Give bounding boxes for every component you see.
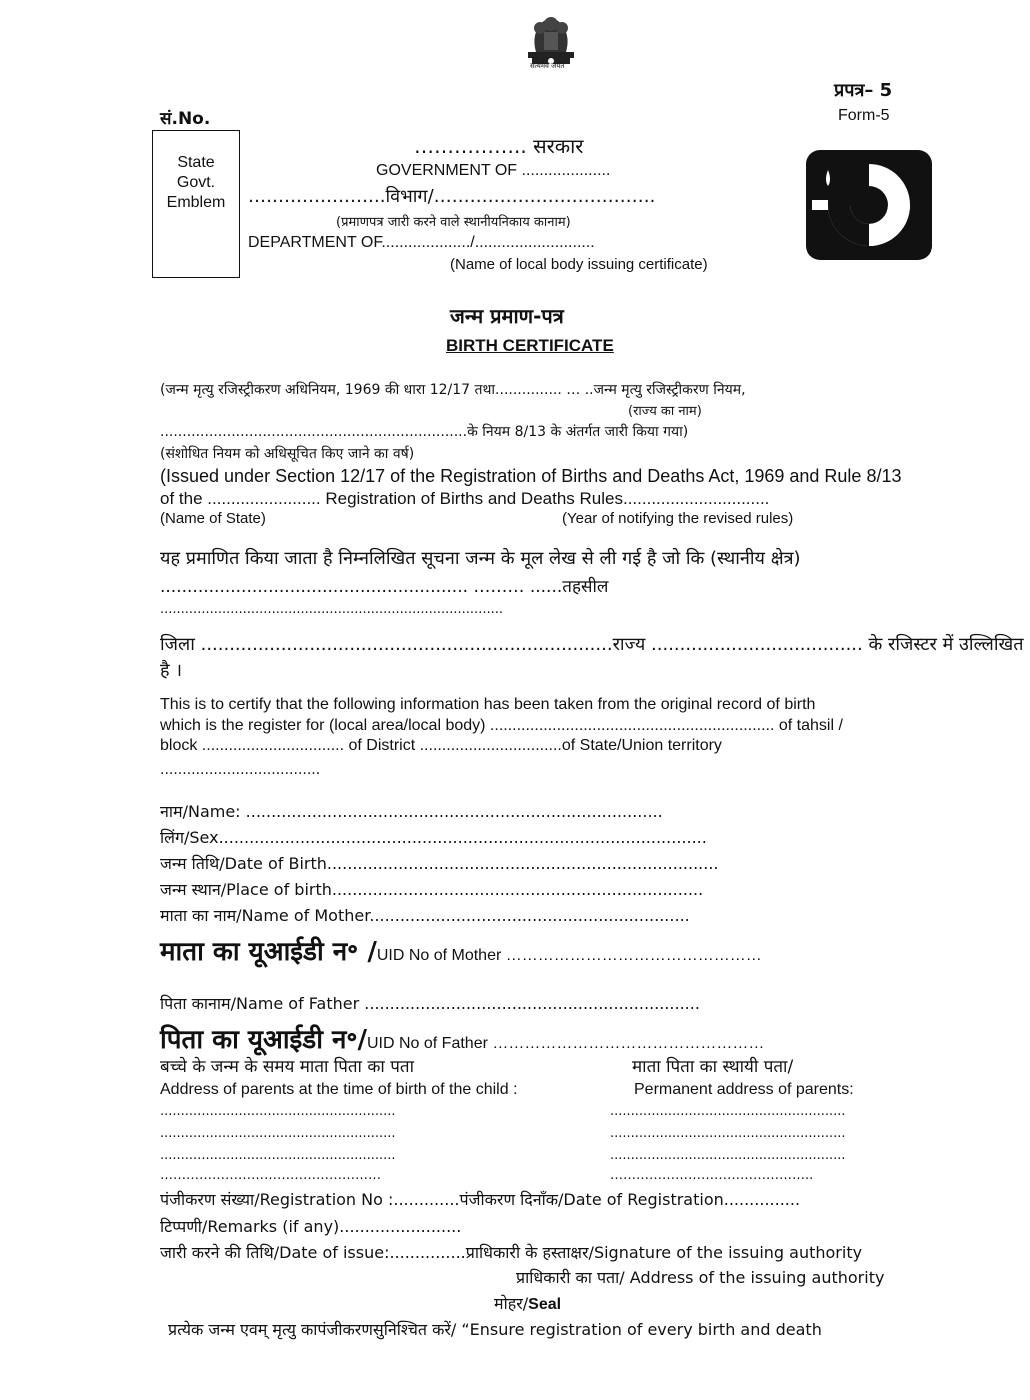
issued-english-line-2: of the ........................ Registration of Births and Deaths Rules............................... <box>160 489 770 508</box>
government-hindi-line: …………….. सरकार <box>414 134 584 158</box>
father-uid-hindi: पिता का यूआईडी न॰/ <box>160 1025 367 1055</box>
serial-number-label: सं.No. <box>160 109 211 129</box>
certificate-title-english: BIRTH CERTIFICATE <box>446 336 614 355</box>
address-birth-line: ......................................................... <box>160 1104 396 1119</box>
issued-english-year-caption: (Year of notifying the revised rules) <box>562 510 794 527</box>
certify-hindi-line-5: है । <box>160 660 183 681</box>
address-permanent-english: Permanent address of parents: <box>634 1081 854 1098</box>
certify-hindi-line-4: जिला ........................................................................राज्य ..................................... के रजिस्टर में उल्लिखित <box>160 634 1024 655</box>
field-father-uid <box>160 1020 764 1056</box>
seal-english: Seal <box>528 1296 562 1313</box>
emblem-caption: सत्यमेव जयते <box>530 62 565 70</box>
certify-english-line-3: block ................................ of District ................................of State/Union territory <box>160 737 722 754</box>
mother-uid-hindi: माता का यूआईडी न॰ / <box>160 937 377 967</box>
field-mother-name: माता का नाम/Name of Mother............................................................... <box>160 906 690 925</box>
address-permanent-line: ……………………………………….. <box>610 1168 814 1183</box>
field-mother-uid <box>160 932 762 968</box>
ensure-registration-line: प्रत्येक जन्म एवम् मृत्यु कापंजीकरणसुनिश्चित करें/ “Ensure registration of every birth and death <box>168 1320 822 1339</box>
registration-logo-icon <box>806 150 932 260</box>
certify-hindi-line-2: ......................................................... ……… ......तहसील <box>160 577 609 597</box>
remarks-line: टिप्पणी/Remarks (if any)........................ <box>160 1217 462 1236</box>
form-number-hindi: प्रपत्र– 5 <box>834 80 893 101</box>
issued-hindi-state-caption: (राज्य का नाम) <box>628 404 702 419</box>
field-date-of-birth: जन्म तिथि/Date of Birth............................................................................. <box>160 854 719 873</box>
seal-line <box>494 1292 561 1314</box>
address-permanent-hindi: माता पिता का स्थायी पता/ <box>632 1057 794 1077</box>
emblem-line: State <box>177 154 215 171</box>
certify-hindi-line-3: ................................................................................... <box>160 602 503 617</box>
address-birth-line: …………………………………………… <box>160 1168 381 1183</box>
certify-english-line-2: which is the register for (local area/local body) ................................................................ of tahsil / <box>160 717 843 734</box>
form-number-english: Form-5 <box>838 107 890 124</box>
issued-hindi-line-1: (जन्म मृत्यु रजिस्ट्रीकरण अधिनियम, 1969 की धारा 12/17 तथा............... … ..जन्म मृत्यु रजिस्ट्रीकरण नियम, <box>160 382 746 398</box>
field-place-of-birth: जन्म स्थान/Place of birth......................................................................... <box>160 880 704 899</box>
department-of-line: DEPARTMENT OF..................../........................... <box>248 234 595 251</box>
address-birth-english: Address of parents at the time of birth of the child : <box>160 1081 518 1098</box>
address-permanent-line: ......................................................... <box>610 1104 846 1119</box>
field-name: नाम/Name: .................................................................................. <box>160 802 663 821</box>
mother-uid-english: UID No of Mother ………………………………………… <box>376 947 762 964</box>
authority-address-line: प्राधिकारी का पता/ Address of the issuing authority <box>516 1268 885 1287</box>
department-hindi-line: …………………..विभाग/………………………………. <box>248 186 656 207</box>
field-sex: लिंग/Sex................................................................................................ <box>160 828 707 847</box>
certify-hindi-line-1: यह प्रमाणित किया जाता है निम्नलिखित सूचना जन्म के मूल लेख से ली गई है जो कि (स्थानीय क्षेत्र) <box>160 548 801 569</box>
state-emblem-placeholder <box>152 130 240 278</box>
emblem-line: Govt. <box>176 174 216 191</box>
emblem-line: Emblem <box>166 194 226 211</box>
local-body-hindi-caption: (प्रमाणपत्र जारी करने वाले स्थानीयनिकाय कानाम) <box>336 215 571 230</box>
date-of-issue-line: जारी करने की तिथि/Date of issue:...............प्राधिकारी के हस्ताक्षर/Signature of the issuing authority <box>160 1243 863 1262</box>
seal-hindi: मोहर/ <box>494 1294 529 1313</box>
address-permanent-line: ......................................................... <box>610 1126 846 1141</box>
certify-english-line-1: This is to certify that the following information has been taken from the original record of birth <box>160 696 816 713</box>
address-birth-hindi: बच्चे के जन्म के समय माता पिता का पता <box>160 1057 414 1077</box>
issued-hindi-line-2: .....................................................................के नियम 8/13 के अंतर्गत जारी किया गया) <box>160 424 689 440</box>
address-birth-line: ......................................................... <box>160 1126 396 1141</box>
registration-line: पंजीकरण संख्या/Registration No :.............पंजीकरण दिनाँक/Date of Registration............... <box>160 1190 801 1209</box>
government-of-line: GOVERNMENT OF .................... <box>376 162 611 179</box>
address-permanent-line: ......................................................... <box>610 1148 846 1163</box>
father-uid-english: UID No of Father …………………………………………… <box>366 1035 765 1052</box>
issued-english-state-caption: (Name of State) <box>160 510 266 527</box>
certify-english-line-4: .................................... <box>160 762 321 778</box>
issued-english-line-1: (Issued under Section 12/17 of the Registration of Births and Deaths Act, 1969 and Rule 8/13 <box>160 466 902 486</box>
local-body-english-caption: (Name of local body issuing certificate) <box>450 256 708 273</box>
field-father-name: पिता कानाम/Name of Father .................................................................. <box>160 994 700 1013</box>
certificate-title-hindi: जन्म प्रमाण-पत्र <box>450 304 564 328</box>
issued-hindi-line-3: (संशोधित नियम को अधिसूचित किए जाने का वर्ष) <box>160 446 415 462</box>
address-birth-line: ......................................................... <box>160 1148 396 1163</box>
